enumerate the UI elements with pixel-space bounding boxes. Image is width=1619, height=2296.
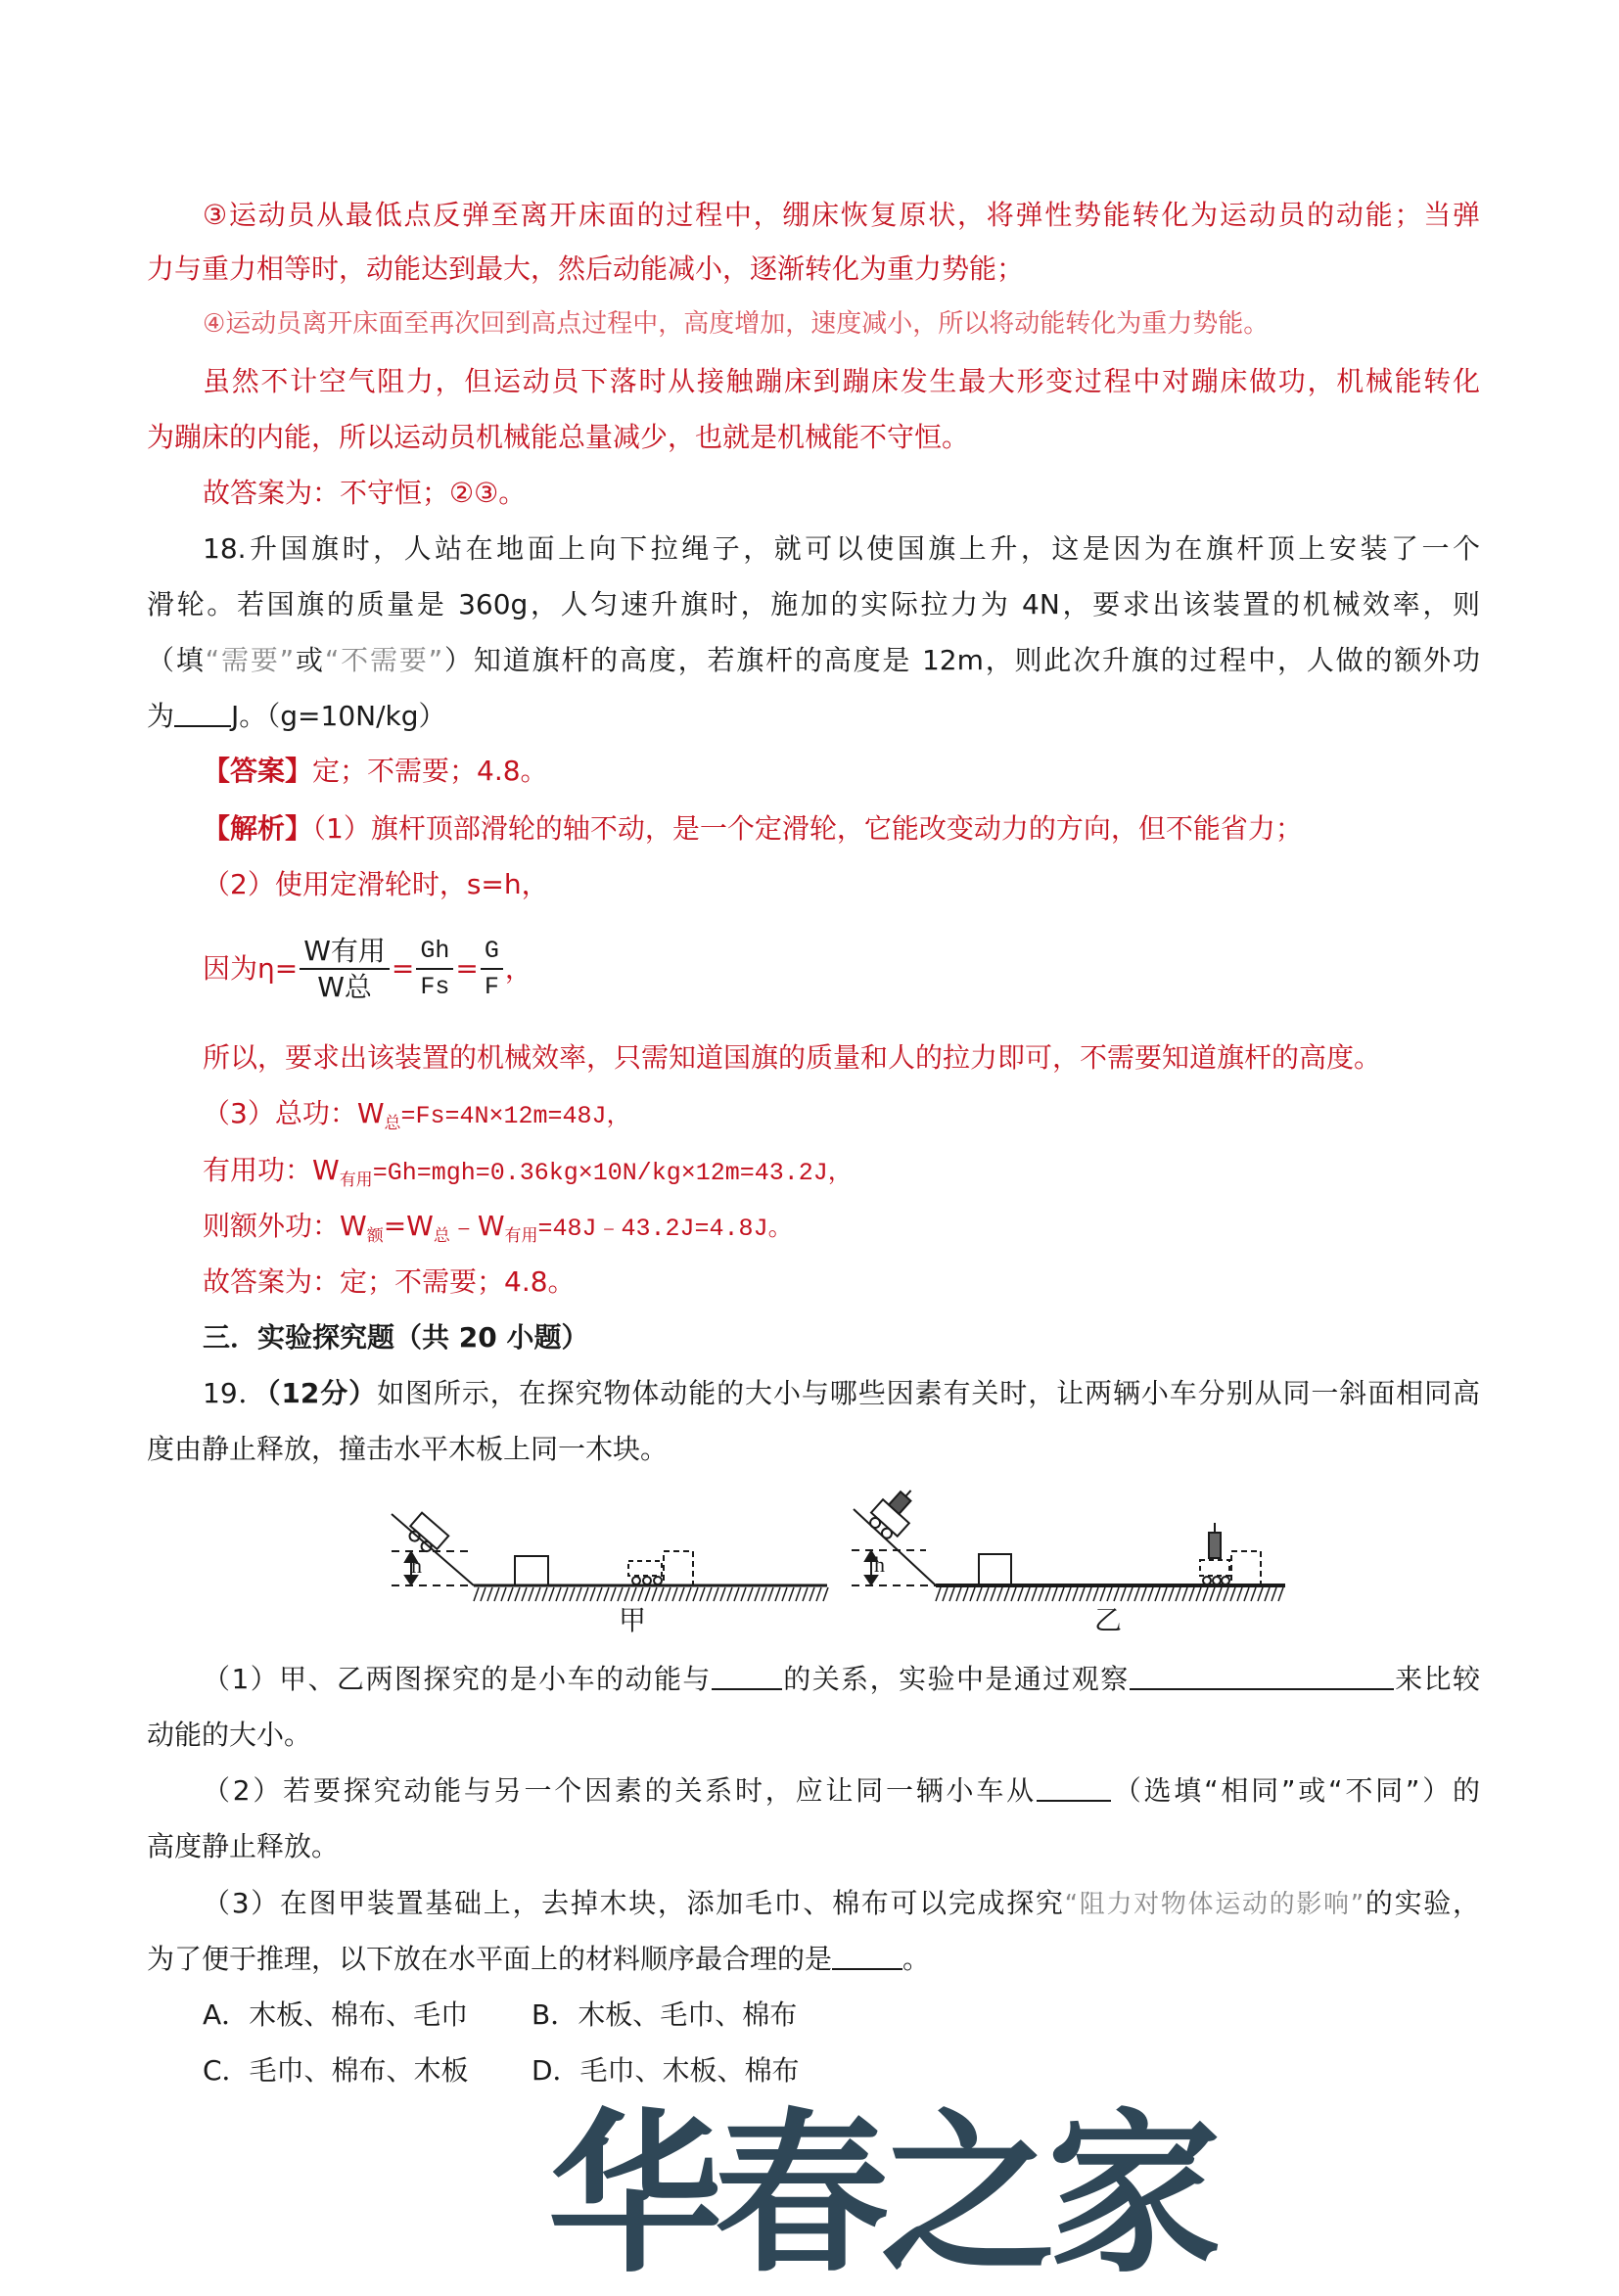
text: =W [383, 1210, 434, 1242]
answer-tag: 【答案】 [203, 755, 313, 787]
answer-blank[interactable] [832, 1943, 902, 1970]
solution-line: ③运动员从最低点反弹至离开床面的过程中，绷床恢复原状，将弹性势能转化为运动员的动能；当弹 [203, 199, 1480, 231]
analysis-line: 所以，要求出该装置的机械效率，只需知道国旗的质量和人的拉力即可，不需要知道旗杆的高度。 [203, 1041, 1382, 1074]
equals: = [391, 952, 415, 985]
ground-hatching [936, 1587, 1283, 1601]
text: 的关系，实验中是通过观察 [781, 1663, 1130, 1695]
numerator: G [481, 935, 503, 970]
solution-line: ④运动员离开床面至再次回到高点过程中，高度增加，速度减小，所以将动能转化为重力势能。 [203, 309, 1270, 339]
text: 为了便于推理，以下放在水平面上的材料顺序最合理的是 [147, 1943, 833, 1975]
wood-block [515, 1556, 548, 1585]
question-19-text: 度由静止释放，撞击水平木板上同一木块。 [147, 1433, 669, 1465]
subscript: 有用 [339, 1171, 373, 1190]
answer-blank[interactable] [1037, 1774, 1111, 1802]
text: =48J﹣43.2J=4.8J。 [537, 1215, 793, 1243]
denominator: F [484, 973, 499, 1001]
score: （12分） [266, 1377, 378, 1409]
answer-blank[interactable] [1130, 1663, 1394, 1690]
text: J。（g=10N/kg） [231, 700, 446, 732]
text: 的实验， [1364, 1887, 1480, 1919]
cart-final-dashed [628, 1561, 662, 1576]
question-19-part3 [147, 1942, 930, 1977]
figure-jia [392, 1513, 828, 1601]
option-c[interactable]: C．毛巾、棉布、木板 [203, 2054, 469, 2087]
quoted-option: “需要” [205, 644, 295, 676]
text: =Gh=mgh=0.36kg×10N/kg×12m=43.2J， [372, 1159, 853, 1187]
figure-label-yi: 乙 [1094, 1604, 1123, 1636]
question-number: 19． [203, 1377, 267, 1409]
question-19-part2: 高度静止释放。 [147, 1830, 340, 1862]
quoted-topic: “阻力对物体运动的影响” [1064, 1890, 1365, 1919]
numerator: Gh [416, 935, 453, 970]
section-title: 三．实验探究题（共 20 小题） [203, 1321, 589, 1354]
denominator: Fs [420, 973, 450, 1001]
subscript: 有用 [504, 1226, 538, 1246]
text: ）知道旗杆的高度，若旗杆的高度是 12m，则此次升旗的过程中，人做的额外功 [442, 644, 1480, 676]
text: （3）在图甲装置基础上，去掉木块，添加毛巾、棉布可以完成探究 [203, 1887, 1065, 1919]
solution-line: 力与重力相等时，动能达到最大，然后动能减小，逐渐转化为重力势能； [147, 253, 1025, 285]
solution-answer: 故答案为：不守恒；②③。 [203, 477, 527, 509]
text: 如图所示，在探究物体动能的大小与哪些因素有关时，让两辆小车分别从同一斜面相同高 [377, 1377, 1480, 1409]
text: （填 [147, 644, 206, 676]
watermark-logo: 华春之家 [548, 2093, 1214, 2296]
block-final-dashed [664, 1551, 693, 1585]
text: 有用功：W [203, 1154, 340, 1186]
option-d[interactable]: D．毛巾、木板、棉布 [532, 2054, 800, 2087]
option-b[interactable]: B．木板、毛巾、棉布 [532, 1998, 798, 2031]
formula-prefix: 因为η= [203, 952, 299, 985]
subscript: 总 [384, 1114, 401, 1133]
subscript: 额 [366, 1226, 384, 1246]
text: （3）总功：W [203, 1097, 385, 1129]
answer-text: 定；不需要；4.8。 [312, 755, 548, 787]
cart-on-ramp [404, 1513, 449, 1557]
formula-suffix: ， [504, 952, 532, 985]
solution-line: 为蹦床的内能，所以运动员机械能总量减少，也就是机械能不守恒。 [147, 421, 970, 453]
quoted-option: “不需要” [324, 644, 443, 676]
text: =Fs=4N×12m=48J， [400, 1102, 631, 1130]
solution-line: 虽然不计空气阻力，但运动员下落时从接触蹦床到蹦床发生最大形变过程中对蹦床做功，机械能转化 [203, 365, 1480, 397]
answer-blank[interactable] [712, 1663, 782, 1690]
figure-yi [852, 1481, 1285, 1601]
question-19-part3 [203, 1886, 1480, 1922]
text: （1）甲、乙两图探究的是小车的动能与 [203, 1663, 712, 1695]
figure-label-jia: 甲 [619, 1604, 647, 1636]
question-19-part1 [203, 1662, 1480, 1697]
equals: = [455, 952, 479, 985]
weight [1209, 1533, 1221, 1558]
analysis-line: （2）使用定滑轮时，s=h， [203, 868, 549, 900]
question-18-text: 18.升国旗时，人站在地面上向下拉绳子，就可以使国旗上升，这是因为在旗杆顶上安装了一个 [203, 532, 1480, 565]
analysis-tag: 【解析】 [203, 812, 313, 845]
text: 来比较 [1393, 1663, 1480, 1695]
text: 或 [294, 644, 325, 676]
subscript: 总 [433, 1226, 450, 1246]
question-18-text: 滑轮。若国旗的质量是 360g，人匀速升旗时，施加的实际拉力为 4N，要求出该装置的机械效率，则 [147, 588, 1480, 620]
question-19-part1: 动能的大小。 [147, 1719, 312, 1751]
ramp [854, 1509, 936, 1585]
ground-hatching [474, 1587, 828, 1601]
text: 为 [147, 700, 175, 732]
numerator: W有用 [300, 935, 390, 970]
final-answer: 故答案为：定；不需要；4.8。 [203, 1265, 576, 1298]
text: （2）若要探究动能与另一个因素的关系时，应让同一辆小车从 [203, 1774, 1037, 1807]
option-a[interactable]: A．木板、棉布、毛巾 [203, 1998, 469, 2031]
height-label: h [411, 1553, 422, 1578]
wood-block [979, 1554, 1011, 1585]
text: 。 [902, 1943, 931, 1975]
height-label: h [874, 1552, 885, 1577]
cart-with-weight-on-ramp [864, 1481, 926, 1543]
block-final-dashed [1231, 1551, 1261, 1585]
question-19-part2 [203, 1773, 1480, 1809]
analysis-text: （1）旗杆顶部滑轮的轴不动，是一个定滑轮，它能改变动力的方向，但不能省力； [312, 812, 1303, 845]
denominator: W总 [317, 971, 372, 1003]
text: ﹣W [449, 1210, 505, 1242]
text: 则额外功：W [203, 1210, 367, 1242]
cart-final-dashed [1200, 1560, 1229, 1576]
text: （选填“相同”或“不同”）的 [1110, 1774, 1480, 1807]
